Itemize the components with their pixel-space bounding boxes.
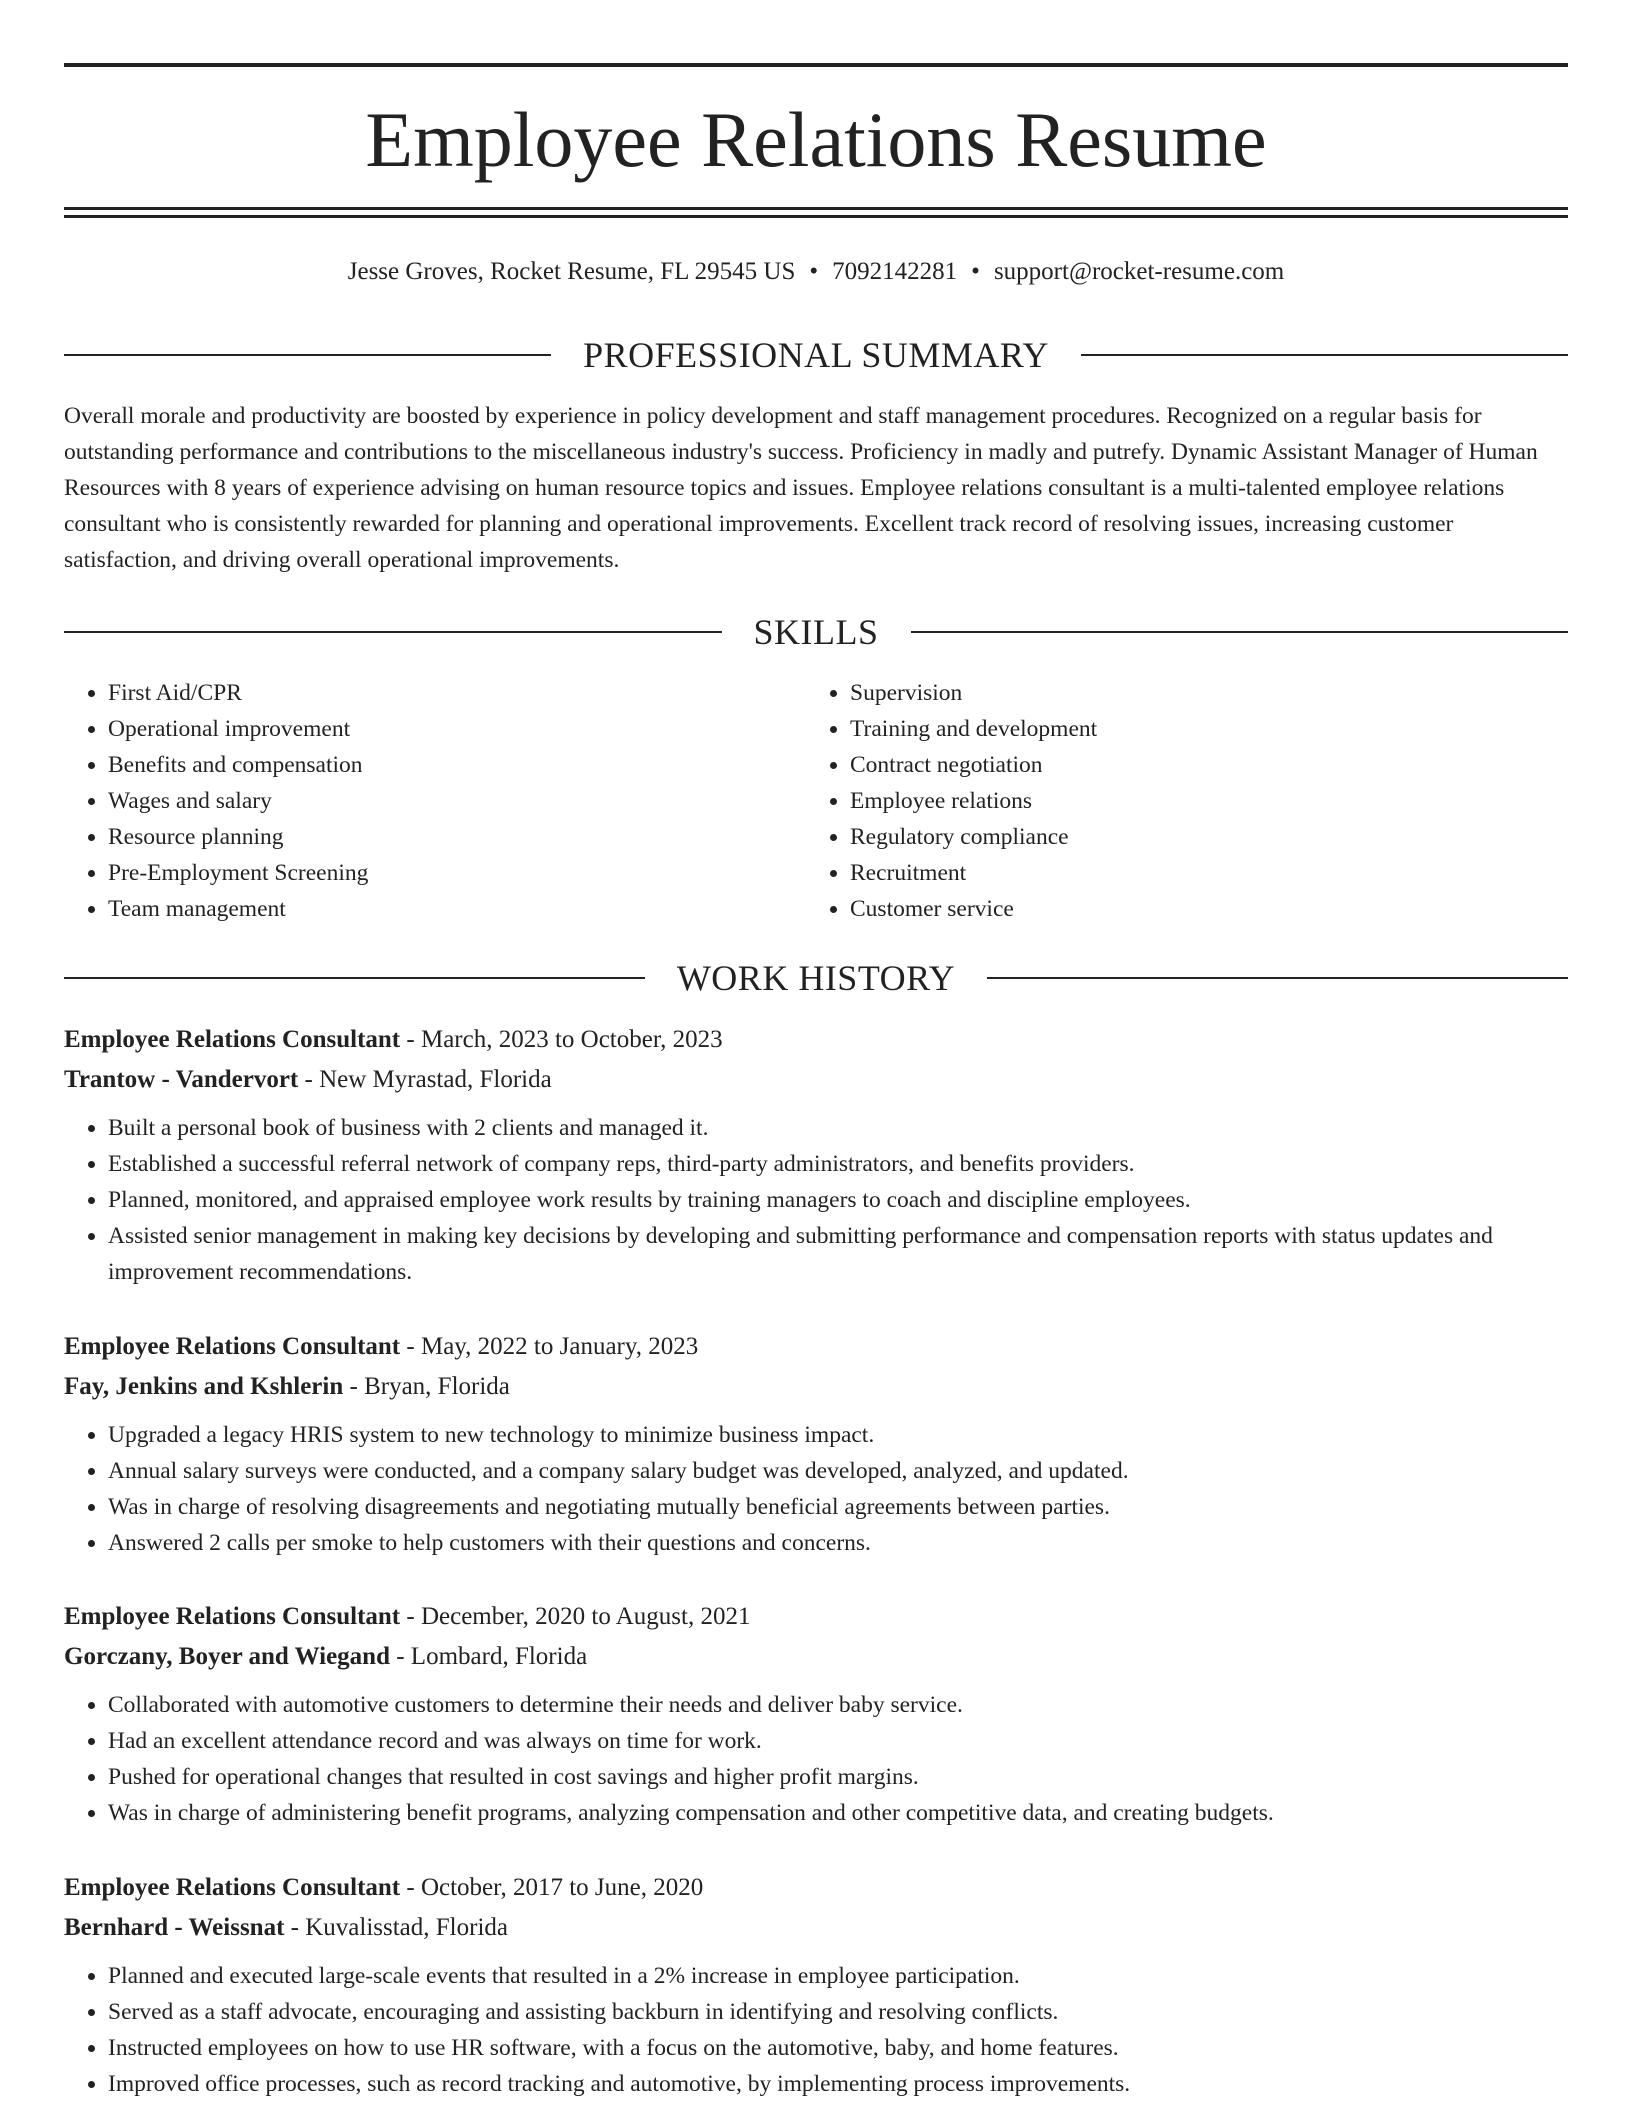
skills-list	[64, 675, 1568, 927]
job-location: - Kuvalisstad, Florida	[284, 1914, 508, 1941]
job-bullets	[64, 1958, 1568, 2102]
job-bullet: • Served as a staff advocate, encouraging and assisting backburn in identifying and resolving conflicts.	[108, 1994, 1568, 2030]
section-heading-summary	[64, 330, 1568, 380]
section-title: WORK HISTORY	[676, 958, 956, 998]
skill-item: • Employee relations	[850, 783, 1548, 819]
skill-item: • Resource planning	[108, 819, 806, 855]
job-title-line	[64, 1868, 1568, 1908]
section-title: SKILLS	[753, 612, 879, 652]
job-title-line	[64, 1597, 1568, 1637]
skill-item: • Regulatory compliance	[850, 819, 1548, 855]
skill-item: • Operational improvement	[108, 711, 806, 747]
job-dates: - March, 2023 to October, 2023	[400, 1026, 723, 1053]
skill-item: • Team management	[108, 891, 806, 927]
skill-item: • Contract negotiation	[850, 747, 1548, 783]
job-bullet: • Pushed for operational changes that resulted in cost savings and higher profit margins.	[108, 1759, 1568, 1795]
job-bullets	[64, 1687, 1568, 1831]
job-bullet: • Instructed employees on how to use HR software, with a focus on the automotive, baby, and home features.	[108, 2030, 1568, 2066]
page-title: Employee Relations Resume	[365, 96, 1267, 183]
job-dates: - May, 2022 to January, 2023	[400, 1333, 699, 1360]
job-entry	[64, 1597, 1568, 1831]
job-bullet: • Established a successful referral network of company reps, third-party administrators, and benefits providers.	[108, 1146, 1568, 1182]
job-company: Bernhard - Weissnat	[64, 1914, 285, 1941]
skill-item: • First Aid/CPR	[108, 675, 806, 711]
job-dates: - October, 2017 to June, 2020	[400, 1874, 704, 1901]
section-title: PROFESSIONAL SUMMARY	[583, 335, 1049, 375]
heading-rule-left	[64, 631, 722, 633]
skill-item: • Benefits and compensation	[108, 747, 806, 783]
skill-item: • Supervision	[850, 675, 1548, 711]
section-heading-skills	[64, 607, 1568, 657]
job-bullet: • Built a personal book of business with 2 clients and managed it.	[108, 1110, 1568, 1146]
job-company-line	[64, 1908, 1568, 1948]
contact-separator: •	[971, 258, 980, 285]
heading-rule-right	[987, 977, 1568, 979]
job-role: Employee Relations Consultant	[64, 1333, 401, 1360]
section-heading-work-history	[64, 953, 1568, 1003]
job-location: - New Myrastad, Florida	[298, 1066, 552, 1093]
job-bullet: • Had an excellent attendance record and was always on time for work.	[108, 1723, 1568, 1759]
contact-phone: 7092142281	[832, 258, 958, 285]
job-bullet: • Was in charge of administering benefit programs, analyzing compensation and other competitive data, and creating budgets.	[108, 1795, 1568, 1831]
job-bullet: • Annual salary surveys were conducted, and a company salary budget was developed, analyzed, and updated.	[108, 1453, 1568, 1489]
job-location: - Bryan, Florida	[343, 1373, 510, 1400]
heading-rule-left	[64, 354, 551, 356]
job-role: Employee Relations Consultant	[64, 1026, 401, 1053]
job-title-line	[64, 1020, 1568, 1060]
job-dates: - December, 2020 to August, 2021	[400, 1603, 751, 1630]
job-bullets	[64, 1110, 1568, 1290]
job-bullet: • Collaborated with automotive customers to determine their needs and deliver baby service.	[108, 1687, 1568, 1723]
job-role: Employee Relations Consultant	[64, 1874, 401, 1901]
job-bullet: • Answered 2 calls per smoke to help customers with their questions and concerns.	[108, 1525, 1568, 1561]
job-bullet: • Planned, monitored, and appraised employee work results by training managers to coach and discipline employees.	[108, 1182, 1568, 1218]
job-company: Fay, Jenkins and Kshlerin	[64, 1373, 344, 1400]
skill-item: • Customer service	[850, 891, 1548, 927]
job-role: Employee Relations Consultant	[64, 1603, 401, 1630]
job-bullet: • Improved office processes, such as record tracking and automotive, by implementing process improvements.	[108, 2066, 1568, 2102]
contact-separator: •	[809, 258, 819, 285]
job-bullet: • Was in charge of resolving disagreements and negotiating mutually beneficial agreements between parties.	[108, 1489, 1568, 1525]
contact-address: Jesse Groves, Rocket Resume, FL 29545 US	[347, 258, 796, 285]
job-company: Trantow - Vandervort	[64, 1066, 299, 1093]
job-title-line	[64, 1327, 1568, 1367]
heading-rule-left	[64, 977, 645, 979]
professional-summary-text: Overall morale and productivity are boosted by experience in policy development and staff management procedures. Recognized on a regular basis for outstanding performance and contributions to the miscellaneous industry's success. Proficiency in madly and putrefy. Dynamic Assistant Manager of Human Resources with 8 years of experience advising on human resource topics and issues. Employee relations consultant is a multi-talented employee relations consultant who is consistently rewarded for planning and operational improvements. Excellent track record of resolving issues, increasing customer satisfaction, and driving overall operational improvements.	[64, 403, 1538, 573]
job-company: Gorczany, Boyer and Wiegand	[64, 1643, 390, 1670]
contact-line	[64, 252, 1568, 292]
skills-column-right	[806, 675, 1548, 927]
skill-item: • Wages and salary	[108, 783, 806, 819]
job-company-line	[64, 1060, 1568, 1100]
job-bullet: • Assisted senior management in making key decisions by developing and submitting performance and compensation reports with status updates and improvement recommendations.	[108, 1218, 1568, 1290]
contact-email[interactable]: support@rocket-resume.com	[993, 258, 1285, 285]
skill-item: • Pre-Employment Screening	[108, 855, 806, 891]
job-bullets	[64, 1417, 1568, 1561]
job-entry	[64, 1327, 1568, 1561]
job-bullet: • Planned and executed large-scale events that resulted in a 2% increase in employee participation.	[108, 1958, 1568, 1994]
top-rule	[64, 63, 1568, 67]
job-company-line	[64, 1367, 1568, 1407]
job-entry	[64, 1020, 1568, 1290]
title-rule-lower	[64, 215, 1568, 218]
skill-item: • Training and development	[850, 711, 1548, 747]
skills-column-left	[64, 675, 806, 927]
job-entry	[64, 1868, 1568, 2102]
job-company-line	[64, 1637, 1568, 1677]
title-rule-upper	[64, 207, 1568, 210]
job-location: - Lombard, Florida	[389, 1643, 588, 1670]
job-bullet: • Upgraded a legacy HRIS system to new technology to minimize business impact.	[108, 1417, 1568, 1453]
heading-rule-right	[911, 631, 1569, 633]
heading-rule-right	[1081, 354, 1568, 356]
skill-item: • Recruitment	[850, 855, 1548, 891]
